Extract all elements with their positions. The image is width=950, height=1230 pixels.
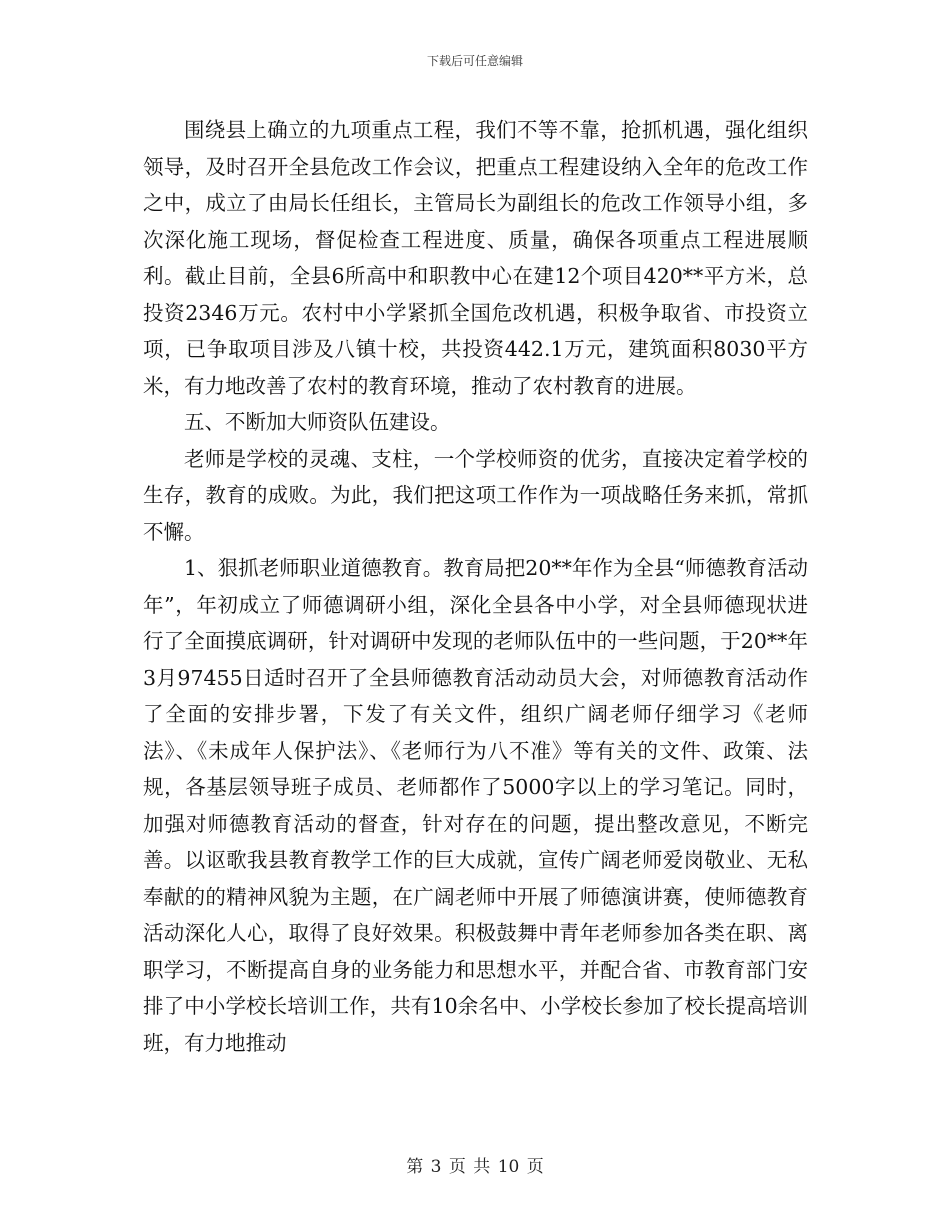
body-paragraph: 1、狠抓老师职业道德教育。教育局把20**年作为全县“师德教育活动年”，年初成立了师德调研小组，深化全县各中小学，对全县师德现状进行了全面摸底调研，针对调研中发现的老师队伍中的一些问题，于20**年3月97455日适时召开了全县师德教育活动动员大会，对师德教育活动作了全面的安排步署，下发了有关文件，组织广阔老师仔细学习《老师法》、《未成年人保护法》、《老师行为八不准》等有关的文件、政策、法规，各基层领导班子成员、老师都作了5000字以上的学习笔记。同时，加强对师德教育活动的督查，针对存在的问题，提出整改意见，不断完善。以讴歌我县教育教学工作的巨大成就，宣传广阔老师爱岗敬业、无私奉献的的精神风貌为主题，在广阔老师中开展了师德演讲赛，使师德教育活动深化人心，取得了良好效果。积极鼓舞中青年老师参加各类在职、离职学习，不断提高自身的业务能力和思想水平，并配合省、市教育部门安排了中小学校长培训工作，共有10余名中、小学校长参加了校长提高培训班，有力地推动 <box>143 556 808 1055</box>
body-paragraph: 老师是学校的灵魂、支柱，一个学校师资的优劣，直接决定着学校的生存，教育的成败。为此，我们把这项工作作为一项战略任务来抓，常抓不懈。 <box>143 446 808 544</box>
document-body <box>143 112 808 1061</box>
body-paragraph: 围绕县上确立的九项重点工程，我们不等不靠，抢抓机遇，强化组织领导，及时召开全县危改工作会议，把重点工程建设纳入全年的危改工作之中，成立了由局长任组长，主管局长为副组长的危改工作领导小组，多次深化施工现场，督促检查工程进度、质量，确保各项重点工程进展顺利。截止目前，全县6所高中和职教中心在建12个项目420**平方米，总投资2346万元。农村中小学紧抓全国危改机遇，积极争取省、市投资立项，已争取项目涉及八镇十校，共投资442.1万元，建筑面积8030平方米，有力地改善了农村的教育环境，推动了农村教育的进展。 <box>143 118 808 398</box>
section-heading: 五、不断加大师资队伍建设。 <box>184 410 451 434</box>
page-header-note: 下载后可任意编辑 <box>426 54 523 68</box>
page-number-footer: 第 3 页 共 10 页 <box>406 1157 544 1177</box>
